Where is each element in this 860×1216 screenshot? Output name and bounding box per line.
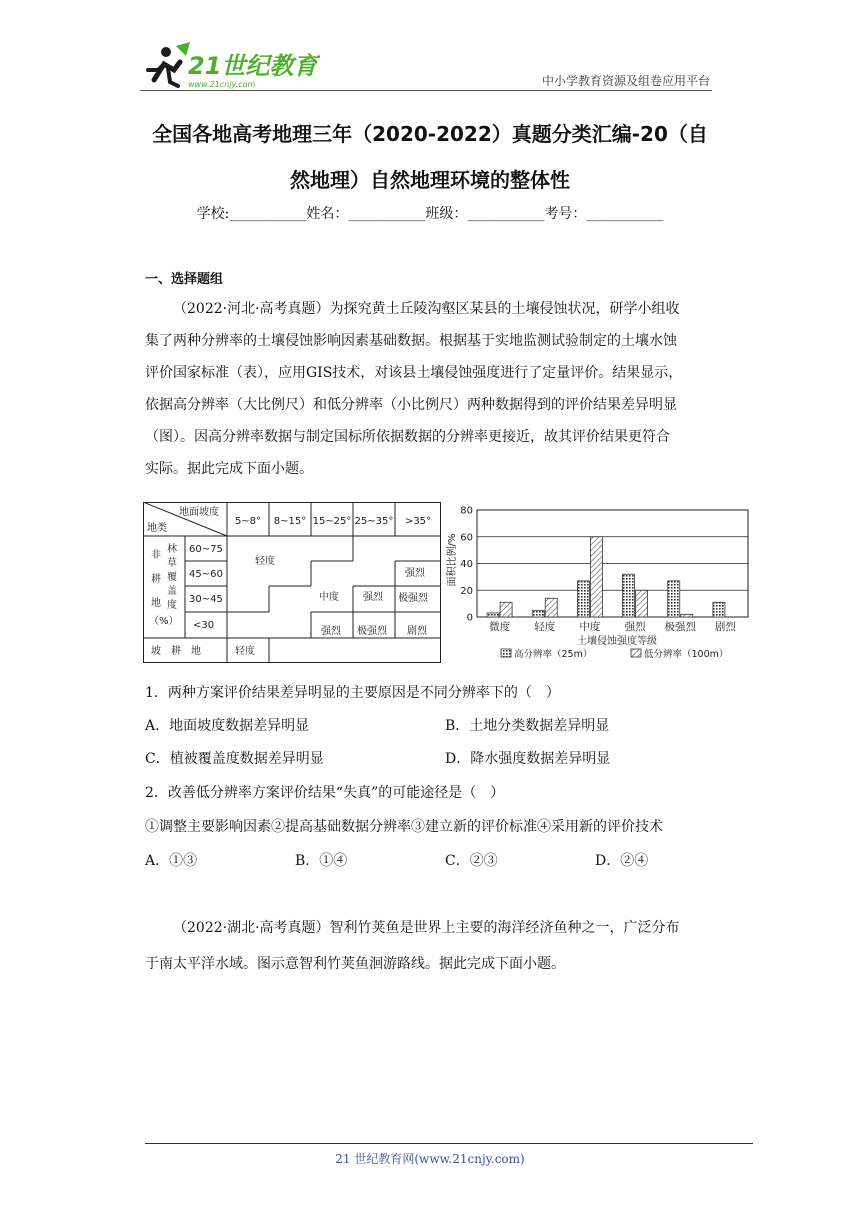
bar-high-1 <box>532 610 544 617</box>
intro-line: （2022·湖北·高考真题）智利竹荚鱼是世界上主要的海洋经济鱼种之一，广泛分布 <box>173 920 680 936</box>
q1-option-d[interactable]: D．降水强度数据差异明显 <box>445 751 611 767</box>
y-tick-label: 20 <box>460 585 473 597</box>
x-tick-label: 剧烈 <box>714 621 736 633</box>
x-tick-label: 极强烈 <box>664 621 696 633</box>
farmland-label: 坡 耕 地 <box>151 646 201 657</box>
q1-stem: 1．两种方案评价结果差异明显的主要原因是不同分辨率下的（ ） <box>145 685 560 701</box>
row-group-char: 耕 <box>151 574 161 585</box>
bar-high-2 <box>577 581 589 617</box>
intro-line: 依据高分辨率（大比例尺）和低分辨率（小比例尺）两种数据得到的评价结果差异明显 <box>145 397 677 413</box>
legend-swatch-low <box>631 649 641 657</box>
cell-light: 轻度 <box>255 556 275 567</box>
y-tick-label: 40 <box>460 559 473 570</box>
document-title-line1: 全国各地高考地理三年（2020-2022）真题分类汇编-20（自 <box>152 122 708 146</box>
erosion-bar-chart <box>443 500 758 668</box>
header-divider <box>140 90 712 91</box>
q1-option-b[interactable]: B．土地分类数据差异明显 <box>445 718 610 734</box>
cell-farmland-light: 轻度 <box>235 646 255 657</box>
y-tick-label: 60 <box>460 532 473 544</box>
chart-y-label: 面积比例/% <box>447 533 458 587</box>
row-sub-char: 林 <box>167 544 177 555</box>
row-group-char: 非 <box>151 550 161 561</box>
section-heading: 一、选择题组 <box>145 272 224 287</box>
row-sub-char: 草 <box>167 558 177 569</box>
coverage-row: <30 <box>193 620 215 631</box>
slope-col-header: 5~8° <box>234 516 262 527</box>
coverage-row: 45~60 <box>189 569 223 580</box>
intro-line: 实际。据此完成下面小题。 <box>145 461 313 477</box>
row-unit: （%） <box>149 616 179 627</box>
table-corner-bottom: 地类 <box>147 523 167 534</box>
slope-col-header: >35° <box>404 516 432 527</box>
y-tick-label: 0 <box>466 612 473 624</box>
footer-text: 21 世纪教育网(www.21cnjy.com) <box>335 1152 525 1166</box>
bar-high-4 <box>668 581 680 617</box>
x-tick-label: 强烈 <box>624 621 646 633</box>
chart-grid <box>477 510 748 617</box>
intro-line: （图）。因高分辨率数据与制定国标所依据数据的分辨率更接近，故其评价结果更符合 <box>145 429 670 445</box>
q2-statements: ①调整主要影响因素②提高基础数据分辨率③建立新的评价标准④采用新的评价技术 <box>145 819 663 835</box>
slope-col-header: 25~35° <box>354 516 394 527</box>
cell-strong: 强烈 <box>363 592 383 603</box>
intro-line: 于南太平洋水域。图示意智利竹荚鱼洄游路线。据此完成下面小题。 <box>145 956 565 972</box>
coverage-row: 60~75 <box>189 544 223 555</box>
bar-high-5 <box>713 602 725 617</box>
chart-legend <box>501 648 728 660</box>
bar-low-4 <box>681 614 693 617</box>
bar-low-0 <box>500 602 512 617</box>
cell-strong: 强烈 <box>405 568 425 579</box>
row-sub-char: 盖 <box>167 586 177 597</box>
legend-swatch-high <box>501 649 511 657</box>
q2-option-d[interactable]: D．②④ <box>595 853 649 869</box>
table-corner-top: 地面坡度 <box>179 507 219 518</box>
q2-option-a[interactable]: A．①③ <box>145 853 198 869</box>
q2-option-c[interactable]: C．②③ <box>445 853 498 869</box>
legend-label-high: 高分辨率（25m） <box>514 649 593 660</box>
cell-very-strong: 极强烈 <box>357 626 387 637</box>
section1-intro <box>145 293 717 485</box>
bar-high-3 <box>623 574 635 617</box>
cell-strong: 强烈 <box>321 626 341 637</box>
chart-x-label: 土壤侵蚀强度等级 <box>577 636 657 647</box>
cell-very-strong: 极强烈 <box>398 593 428 604</box>
intro-line: 集了两种分辨率的土壤侵蚀影响因素基础数据。根据基于实地监测试验制定的土壤水蚀 <box>145 333 677 349</box>
bar-low-3 <box>636 590 648 617</box>
logo-url: www.21cnjy.com <box>188 80 256 89</box>
slope-col-header: 15~25° <box>312 516 352 527</box>
slope-col-header: 8~15° <box>273 516 307 527</box>
row-group-char: 地 <box>151 598 161 609</box>
site-logo <box>140 40 320 92</box>
row-sub-char: 覆 <box>167 572 177 583</box>
footer-divider <box>145 1143 753 1144</box>
x-tick-label: 中度 <box>579 621 601 633</box>
row-sub-char: 度 <box>167 600 177 611</box>
cell-severe: 剧烈 <box>407 626 427 637</box>
intro-line: 评价国家标准（表），应用GIS技术，对该县土壤侵蚀强度进行了定量评价。结果显示， <box>145 365 683 381</box>
y-tick-label: 80 <box>460 505 473 517</box>
document-title-line2: 然地理）自然地理环境的整体性 <box>290 168 570 192</box>
q1-option-a[interactable]: A．地面坡度数据差异明显 <box>145 718 310 734</box>
q2-option-b[interactable]: B．①④ <box>295 853 348 869</box>
q2-stem: 2．改善低分辨率方案评价结果“失真”的可能途径是（ ） <box>145 785 505 801</box>
bar-high-0 <box>487 613 499 617</box>
coverage-row: 30~45 <box>189 594 223 605</box>
bar-low-2 <box>590 537 602 617</box>
cell-moderate: 中度 <box>319 592 339 603</box>
x-tick-label: 微度 <box>489 621 511 633</box>
chart-x-axis <box>489 620 736 633</box>
erosion-standard-table <box>143 502 441 663</box>
platform-name: 中小学教育资源及组卷应用平台 <box>541 74 710 88</box>
q1-option-c[interactable]: C．植被覆盖度数据差异明显 <box>145 751 324 767</box>
legend-label-low: 低分辨率（100m） <box>644 649 729 660</box>
chart-y-axis <box>460 506 473 624</box>
bar-low-1 <box>545 598 557 617</box>
intro-line: （2022·河北·高考真题）为探究黄土丘陵沟壑区某县的土壤侵蚀状况，研学小组收 <box>173 301 680 317</box>
section2-intro <box>145 910 717 982</box>
student-info-line: 学校:___________姓名：___________班级：___________考号：___________ <box>196 206 664 222</box>
chart-bars <box>487 537 725 617</box>
logo-text: 21世纪教育 <box>188 52 318 80</box>
x-tick-label: 轻度 <box>534 621 556 633</box>
